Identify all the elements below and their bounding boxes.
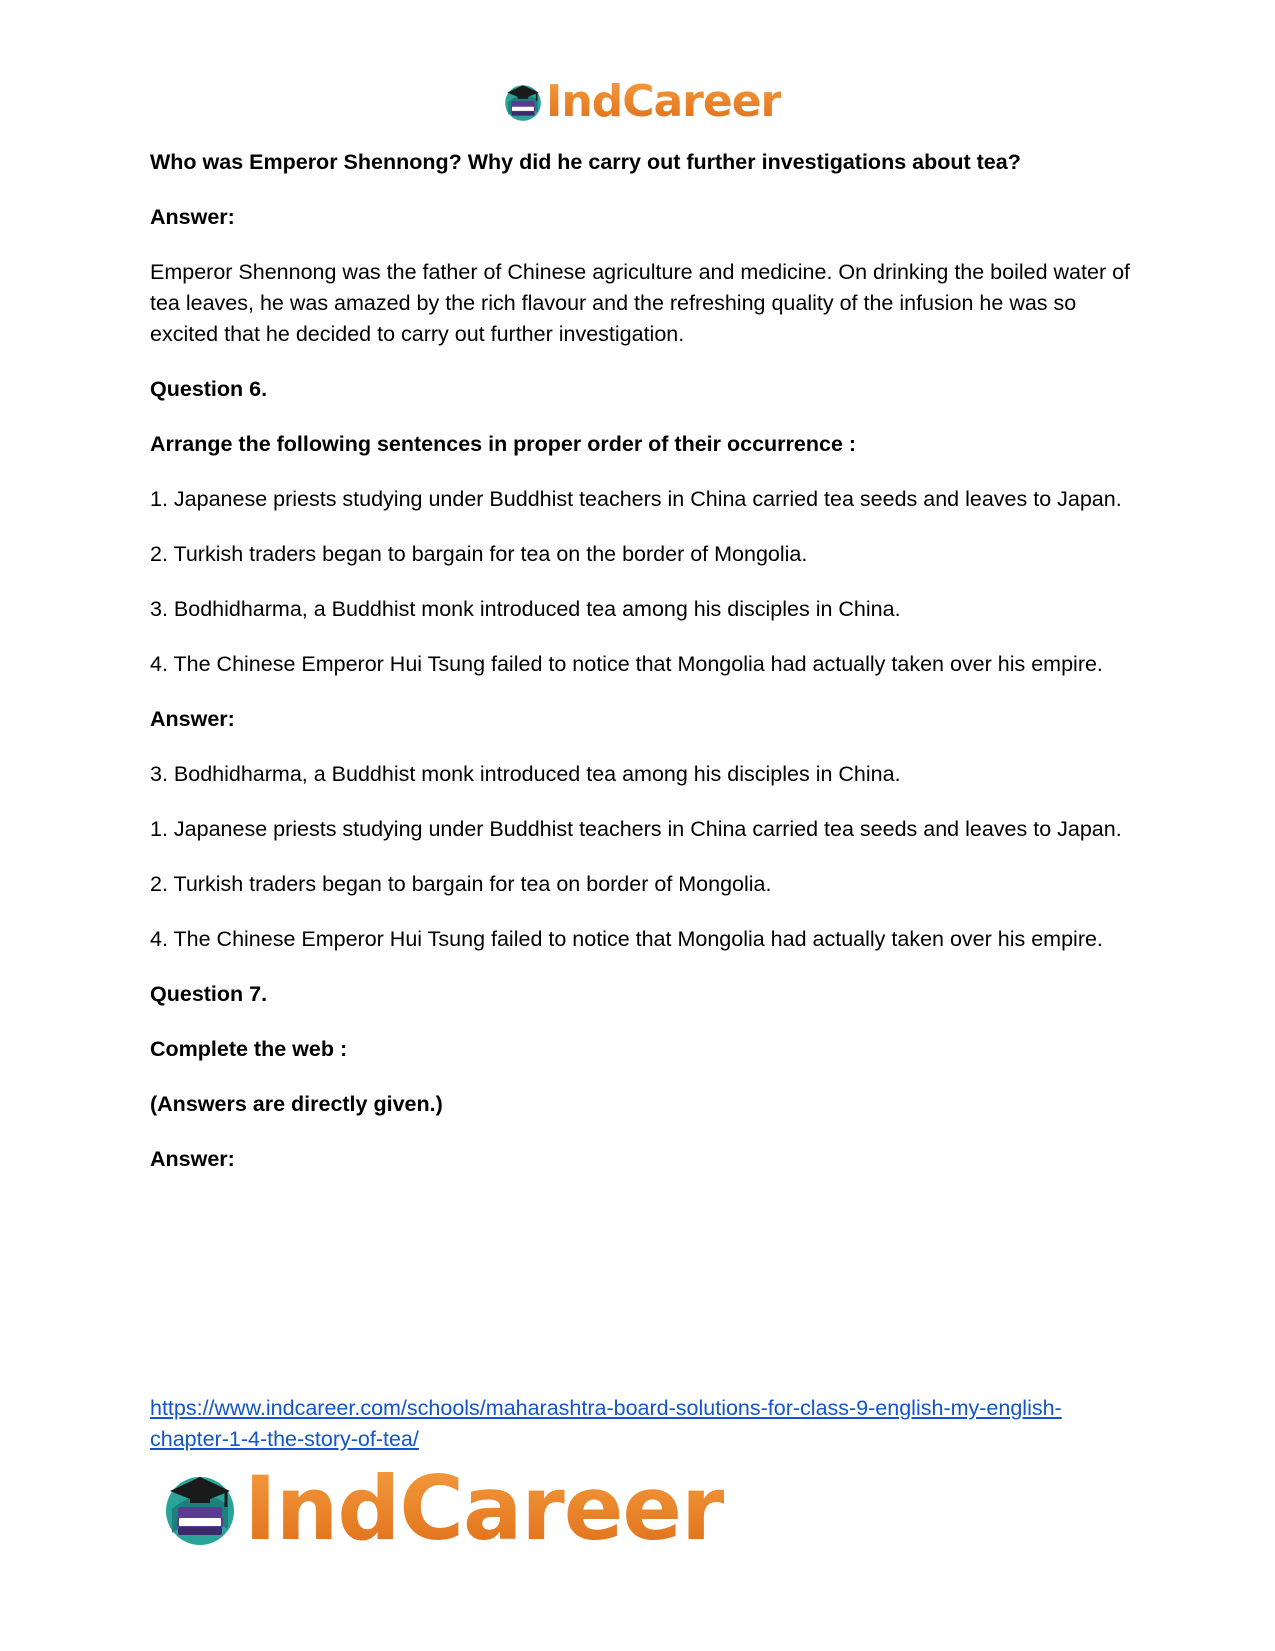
source-link[interactable]: https://www.indcareer.com/schools/maharashtra-board-solutions-for-class-9-english-my-english-chapter-1-4-the-story-of-tea/ bbox=[150, 1396, 1062, 1451]
answer-6-item: 4. The Chinese Emperor Hui Tsung failed to notice that Mongolia had actually taken over his empire. bbox=[150, 927, 1103, 951]
question-6-label: Question 6. bbox=[150, 377, 268, 401]
answer-5-label: Answer: bbox=[150, 205, 235, 229]
answer-6-item: 1. Japanese priests studying under Buddhist teachers in China carried tea seeds and leaves to Japan. bbox=[150, 817, 1122, 841]
answer-5-text: Emperor Shennong was the father of Chinese agriculture and medicine. On drinking the boiled water of tea leaves, he was amazed by the rich flavour and the refreshing quality of the infusion he was so excited that he decided to carry out further investigation. bbox=[150, 260, 1131, 346]
question-6-item: 1. Japanese priests studying under Buddhist teachers in China carried tea seeds and leaves to Japan. bbox=[150, 487, 1122, 511]
graduation-cap-book-globe-icon bbox=[502, 81, 544, 123]
question-6-item: 4. The Chinese Emperor Hui Tsung failed to notice that Mongolia had actually taken over his empire. bbox=[150, 652, 1103, 676]
answer-6-label: Answer: bbox=[150, 707, 235, 731]
graduation-cap-book-globe-icon bbox=[160, 1469, 240, 1549]
document-body bbox=[150, 147, 1135, 1199]
question-7-label: Question 7. bbox=[150, 982, 268, 1006]
question-5-text: Who was Emperor Shennong? Why did he carry out further investigations about tea? bbox=[150, 150, 1021, 174]
answer-7-label: Answer: bbox=[150, 1147, 235, 1171]
question-6-item: 3. Bodhidharma, a Buddhist monk introduced tea among his disciples in China. bbox=[150, 597, 901, 621]
logo-wordmark: IndCareer bbox=[244, 1457, 724, 1560]
answer-6-item: 2. Turkish traders began to bargain for tea on border of Mongolia. bbox=[150, 872, 772, 896]
question-6-text: Arrange the following sentences in proper order of their occurrence : bbox=[150, 432, 857, 456]
question-7-text: Complete the web : bbox=[150, 1037, 348, 1061]
question-7-note: (Answers are directly given.) bbox=[150, 1092, 443, 1116]
answer-6-item: 3. Bodhidharma, a Buddhist monk introduced tea among his disciples in China. bbox=[150, 762, 901, 786]
logo-wordmark: IndCareer bbox=[546, 76, 782, 127]
question-6-item: 2. Turkish traders began to bargain for tea on the border of Mongolia. bbox=[150, 542, 808, 566]
footer-logo bbox=[160, 1457, 724, 1560]
header-logo bbox=[502, 76, 782, 127]
